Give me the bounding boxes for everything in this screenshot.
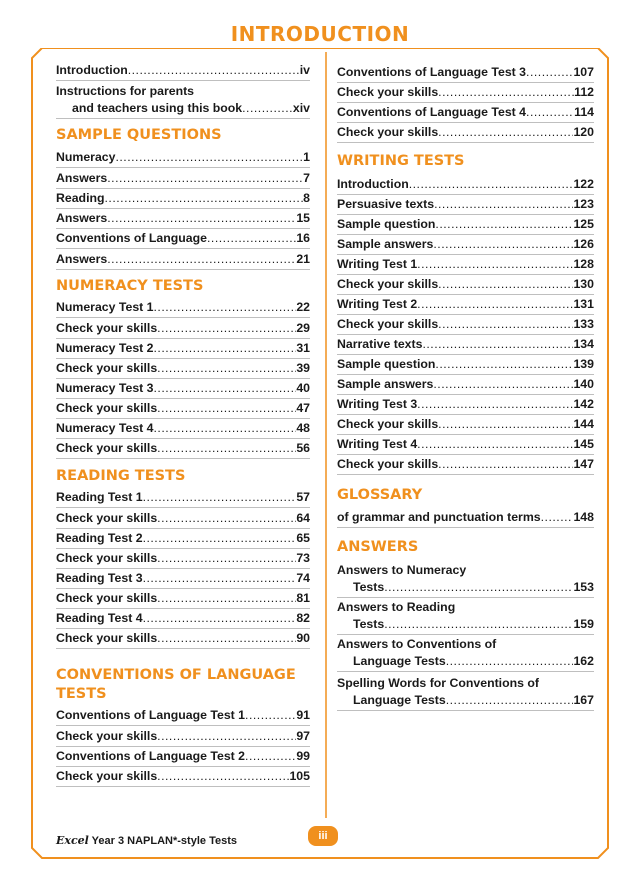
toc-entry-page: 162 [573,654,594,668]
toc-entry[interactable] [56,510,310,527]
toc-entry-page: 8 [303,191,310,205]
dot-leader [154,420,297,437]
toc-entry-page: 105 [289,769,310,783]
toc-entry[interactable] [56,380,310,397]
toc-entry-title: Answers to Conventions of [337,637,497,651]
toc-entry[interactable] [56,489,310,506]
dot-leader [154,340,297,357]
toc-entry-title: Check your skills [56,769,158,783]
toc-entry[interactable] [56,400,310,417]
dot-leader [157,510,296,527]
toc-entry-title: Numeracy Test 4 [56,421,154,435]
row-separator [56,358,310,359]
row-separator [56,786,310,787]
row-separator [337,254,594,255]
section-heading [337,152,465,171]
toc-entry[interactable] [56,728,310,745]
toc-entry-title: Check your skills [56,729,158,743]
toc-entry-page: 73 [296,551,310,565]
dot-leader [438,316,573,333]
section-heading [337,486,422,505]
toc-entry-page: 91 [296,708,310,722]
toc-entry-title: Check your skills [337,125,439,139]
row-separator [337,234,594,235]
toc-entry[interactable] [337,104,594,121]
toc-entry-title: Numeracy [56,150,116,164]
dot-leader [409,176,574,193]
section-heading [56,126,222,145]
toc-entry[interactable] [337,636,594,670]
dot-leader [157,360,296,377]
toc-entry-page: iv [299,63,310,77]
toc-entry-title: Check your skills [337,317,439,331]
toc-entry-page: 133 [573,317,594,331]
toc-entry-page: 29 [296,321,310,335]
toc-entry-title: Reading Test 2 [56,531,143,545]
toc-entry-title: Tests [353,580,385,594]
row-separator [337,597,594,598]
toc-entry-page: 39 [296,361,310,375]
toc-entry-title: Check your skills [56,361,158,375]
dot-leader [438,124,573,141]
footer-brand: Excel [56,834,89,847]
toc-entry-title: Language Tests [353,693,446,707]
toc-entry-title: Answers [56,211,108,225]
toc-entry[interactable] [337,296,594,313]
toc-entry-page: 123 [573,197,594,211]
toc-entry[interactable] [56,707,310,724]
toc-entry-page: 159 [573,617,594,631]
row-separator [56,248,310,249]
section-heading [56,277,203,296]
toc-entry-page: 21 [296,252,310,266]
toc-entry-title: Writing Test 1 [337,257,418,271]
row-separator [56,228,310,229]
toc-entry-page: 140 [573,377,594,391]
toc-entry-page: 153 [573,580,594,594]
toc-entry-page: 57 [296,490,310,504]
toc-entry[interactable] [56,62,310,79]
row-separator [337,102,594,103]
toc-entry-title: Conventions of Language Test 3 [337,65,527,79]
toc-entry[interactable] [337,456,594,473]
toc-entry-title: Numeracy Test 2 [56,341,154,355]
toc-entry-title: Reading Test 4 [56,611,143,625]
toc-entry[interactable] [337,599,594,633]
toc-entry[interactable] [337,436,594,453]
toc-entry[interactable] [56,230,310,247]
toc-entry-title: Sample answers [337,237,434,251]
toc-entry-page: 142 [573,397,594,411]
row-separator [337,354,594,355]
dot-leader [384,616,573,633]
toc-entry-title: Sample answers [337,377,434,391]
toc-entry[interactable] [337,336,594,353]
row-separator [337,214,594,215]
dot-leader [417,296,573,313]
toc-entry-page: 56 [296,441,310,455]
toc-entry-page: 167 [573,693,594,707]
toc-entry[interactable] [337,276,594,293]
toc-entry-page: 1 [303,150,310,164]
toc-entry-title: Reading Test 1 [56,490,143,504]
toc-entry-title: Introduction [337,177,409,191]
toc-entry-title: Answers to Reading [337,600,456,614]
toc-entry-title: Conventions of Language Test 4 [337,105,527,119]
toc-entry-page: 125 [573,217,594,231]
toc-entry-page: 48 [296,421,310,435]
row-separator [337,122,594,123]
row-separator [56,588,310,589]
toc-entry[interactable] [337,675,594,709]
section-heading-line: WRITING TESTS [337,153,465,169]
row-separator [337,710,594,711]
toc-entry-title: Writing Test 3 [337,397,418,411]
row-separator [337,194,594,195]
toc-entry[interactable] [337,356,594,373]
toc-entry-title: Answers [56,252,108,266]
row-separator [337,334,594,335]
toc-entry-page: 40 [296,381,310,395]
section-heading-line: SAMPLE QUESTIONS [56,127,222,143]
row-separator [56,438,310,439]
dot-leader [245,748,296,765]
toc-entry-title: Check your skills [337,277,439,291]
toc-entry-title: Check your skills [337,85,439,99]
row-separator [337,454,594,455]
row-separator [337,414,594,415]
toc-entry[interactable] [337,124,594,141]
dot-leader [434,196,573,213]
toc-entry-title: Sample question [337,357,436,371]
dot-leader [526,104,574,121]
section-heading-line: ANSWERS [337,539,419,555]
row-separator [337,671,594,672]
toc-entry-page: 99 [296,749,310,763]
row-separator [56,507,310,508]
section-heading-line: CONVENTIONS OF LANGUAGE [56,667,296,683]
toc-entry[interactable] [337,64,594,81]
toc-entry[interactable] [337,396,594,413]
toc-entry-page: 148 [573,510,594,524]
row-separator [56,528,310,529]
row-separator [56,167,310,168]
toc-entry[interactable] [337,256,594,273]
dot-leader [422,336,573,353]
toc-entry-title: Check your skills [56,511,158,525]
dot-leader [107,251,296,268]
row-separator [56,80,310,81]
toc-entry-title: Check your skills [56,631,158,645]
toc-entry-page: 47 [296,401,310,415]
toc-entry-page: 114 [574,105,594,119]
dot-leader [157,630,296,647]
row-separator [56,746,310,747]
toc-entry-title: Answers [56,171,108,185]
toc-entry-page: 15 [296,211,310,225]
dot-leader [128,62,300,79]
toc-entry[interactable] [56,570,310,587]
toc-entry[interactable] [56,630,310,647]
dot-leader [417,436,573,453]
toc-entry[interactable] [337,196,594,213]
toc-entry[interactable] [56,420,310,437]
toc-entry-page: 139 [573,357,594,371]
row-separator [56,628,310,629]
dot-leader [157,440,296,457]
dot-leader [446,692,574,709]
row-separator [337,434,594,435]
toc-entry-title: Tests [353,617,385,631]
dot-leader [207,230,296,247]
row-separator [56,208,310,209]
row-separator [337,634,594,635]
toc-entry-page: 107 [573,65,594,79]
page-number-badge: iii [308,826,338,846]
dot-leader [433,236,573,253]
toc-entry-page: 81 [296,591,310,605]
dot-leader [245,707,296,724]
dot-leader [157,768,289,785]
toc-entry-page: 128 [573,257,594,271]
toc-entry[interactable] [337,376,594,393]
toc-entry-title: Check your skills [56,551,158,565]
toc-entry[interactable] [56,299,310,316]
toc-entry[interactable] [56,610,310,627]
toc-entry-title: Check your skills [56,441,158,455]
row-separator [56,458,310,459]
toc-entry-page: 16 [296,231,310,245]
dot-leader [154,380,297,397]
toc-entry-title: of grammar and punctuation terms [337,510,541,524]
toc-entry-title: Numeracy Test 3 [56,381,154,395]
row-separator [337,374,594,375]
footer [56,834,237,847]
toc-entry-page: 112 [574,85,594,99]
dot-leader [143,610,297,627]
toc-entry-title: Reading Test 3 [56,571,143,585]
row-separator [56,118,310,119]
section-heading [56,467,185,486]
dot-leader [417,396,573,413]
toc-entry-title: Conventions of Language Test 2 [56,749,246,763]
toc-entry[interactable] [56,83,310,117]
dot-leader [157,590,296,607]
row-separator [56,766,310,767]
row-separator [337,82,594,83]
dot-leader [154,299,297,316]
toc-entry-page: 65 [296,531,310,545]
toc-entry[interactable] [56,149,310,166]
toc-entry-title: Spelling Words for Conventions of [337,676,539,690]
row-separator [337,274,594,275]
toc-entry-page: 97 [296,729,310,743]
toc-entry-page: 22 [296,300,310,314]
toc-entry-page: 126 [573,237,594,251]
row-separator [56,418,310,419]
dot-leader [143,570,297,587]
toc-entry-page: 90 [296,631,310,645]
toc-entry-title: Writing Test 2 [337,297,418,311]
toc-entry-page: 120 [573,125,594,139]
toc-entry-title: Check your skills [337,457,439,471]
dot-leader [157,728,296,745]
row-separator [337,474,594,475]
dot-leader [105,190,304,207]
toc-entry-title: Answers to Numeracy [337,563,467,577]
dot-leader [384,579,573,596]
row-separator [56,269,310,270]
section-heading-line: GLOSSARY [337,487,423,503]
toc-entry[interactable] [56,170,310,187]
toc-entry-page: 144 [573,417,594,431]
section-heading-line: READING TESTS [56,468,186,484]
dot-leader [438,84,574,101]
toc-entry-title: Narrative texts [337,337,423,351]
dot-leader [438,416,573,433]
toc-entry[interactable] [56,210,310,227]
dot-leader [438,456,573,473]
toc-entry-title: Writing Test 4 [337,437,418,451]
section-heading-line: NUMERACY TESTS [56,278,204,294]
section-heading-line: TESTS [56,686,107,702]
toc-entry-page: 7 [303,171,310,185]
toc-entry-page: 64 [296,511,310,525]
toc-entry-title: Instructions for parents [56,84,195,98]
dot-leader [115,149,303,166]
toc-entry-title: Check your skills [56,591,158,605]
row-separator [56,608,310,609]
row-separator [56,568,310,569]
row-separator [337,314,594,315]
toc-entry[interactable] [56,340,310,357]
dot-leader [157,320,296,337]
toc-entry-page: 145 [573,437,594,451]
dot-leader [435,216,573,233]
toc-entry-title: Sample question [337,217,436,231]
dot-leader [242,100,293,117]
toc-entry-page: 131 [573,297,594,311]
toc-entry-page: 74 [296,571,310,585]
toc-entry[interactable] [337,316,594,333]
toc-entry[interactable] [56,768,310,785]
toc-entry[interactable] [56,320,310,337]
toc-entry[interactable] [56,251,310,268]
row-separator [56,725,310,726]
row-separator [337,394,594,395]
row-separator [56,338,310,339]
toc-entry-title: Introduction [56,63,128,77]
row-separator [56,398,310,399]
dot-leader [107,210,296,227]
toc-entry[interactable] [56,530,310,547]
page-title: INTRODUCTION [230,22,410,46]
dot-leader [417,256,573,273]
toc-entry[interactable] [337,509,594,526]
dot-leader [541,509,574,526]
toc-entry-title: Conventions of Language Test 1 [56,708,246,722]
toc-entry-page: 82 [296,611,310,625]
toc-entry-title: Check your skills [56,321,158,335]
row-separator [56,188,310,189]
toc-entry-title: Check your skills [56,401,158,415]
row-separator [337,294,594,295]
toc-entry[interactable] [56,190,310,207]
row-separator [56,378,310,379]
toc-entry-page: 130 [573,277,594,291]
toc-entry-title: Persuasive texts [337,197,435,211]
toc-entry-page: xiv [292,101,310,115]
dot-leader [143,489,297,506]
dot-leader [435,356,573,373]
row-separator [56,317,310,318]
row-separator [337,142,594,143]
dot-leader [526,64,573,81]
toc-entry-page: 122 [573,177,594,191]
dot-leader [107,170,303,187]
footer-text: Year 3 NAPLAN*-style Tests [88,835,237,847]
toc-entry[interactable] [337,216,594,233]
toc-entry-page: 147 [573,457,594,471]
toc-entry[interactable] [337,236,594,253]
dot-leader [433,376,573,393]
toc-entry[interactable] [56,748,310,765]
dot-leader [143,530,297,547]
dot-leader [438,276,573,293]
toc-entry-title: Numeracy Test 1 [56,300,154,314]
toc-entry[interactable] [56,360,310,377]
dot-leader [446,653,574,670]
toc-entry[interactable] [56,590,310,607]
section-heading [56,666,296,704]
toc-entry-page: 134 [573,337,594,351]
dot-leader [157,400,296,417]
toc-entry[interactable] [337,84,594,101]
toc-entry[interactable] [337,562,594,596]
row-separator [56,648,310,649]
dot-leader [157,550,296,567]
toc-entry-title: Check your skills [337,417,439,431]
toc-entry-page: 31 [296,341,310,355]
toc-entry[interactable] [56,440,310,457]
toc-entry[interactable] [337,176,594,193]
section-heading [337,538,418,557]
toc-entry-title: Language Tests [353,654,446,668]
toc-entry-title: Conventions of Language [56,231,207,245]
row-separator [56,548,310,549]
toc-entry[interactable] [56,550,310,567]
toc-entry[interactable] [337,416,594,433]
row-separator [337,527,594,528]
toc-entry-title: Reading [56,191,105,205]
toc-entry-title: and teachers using this book [72,101,243,115]
